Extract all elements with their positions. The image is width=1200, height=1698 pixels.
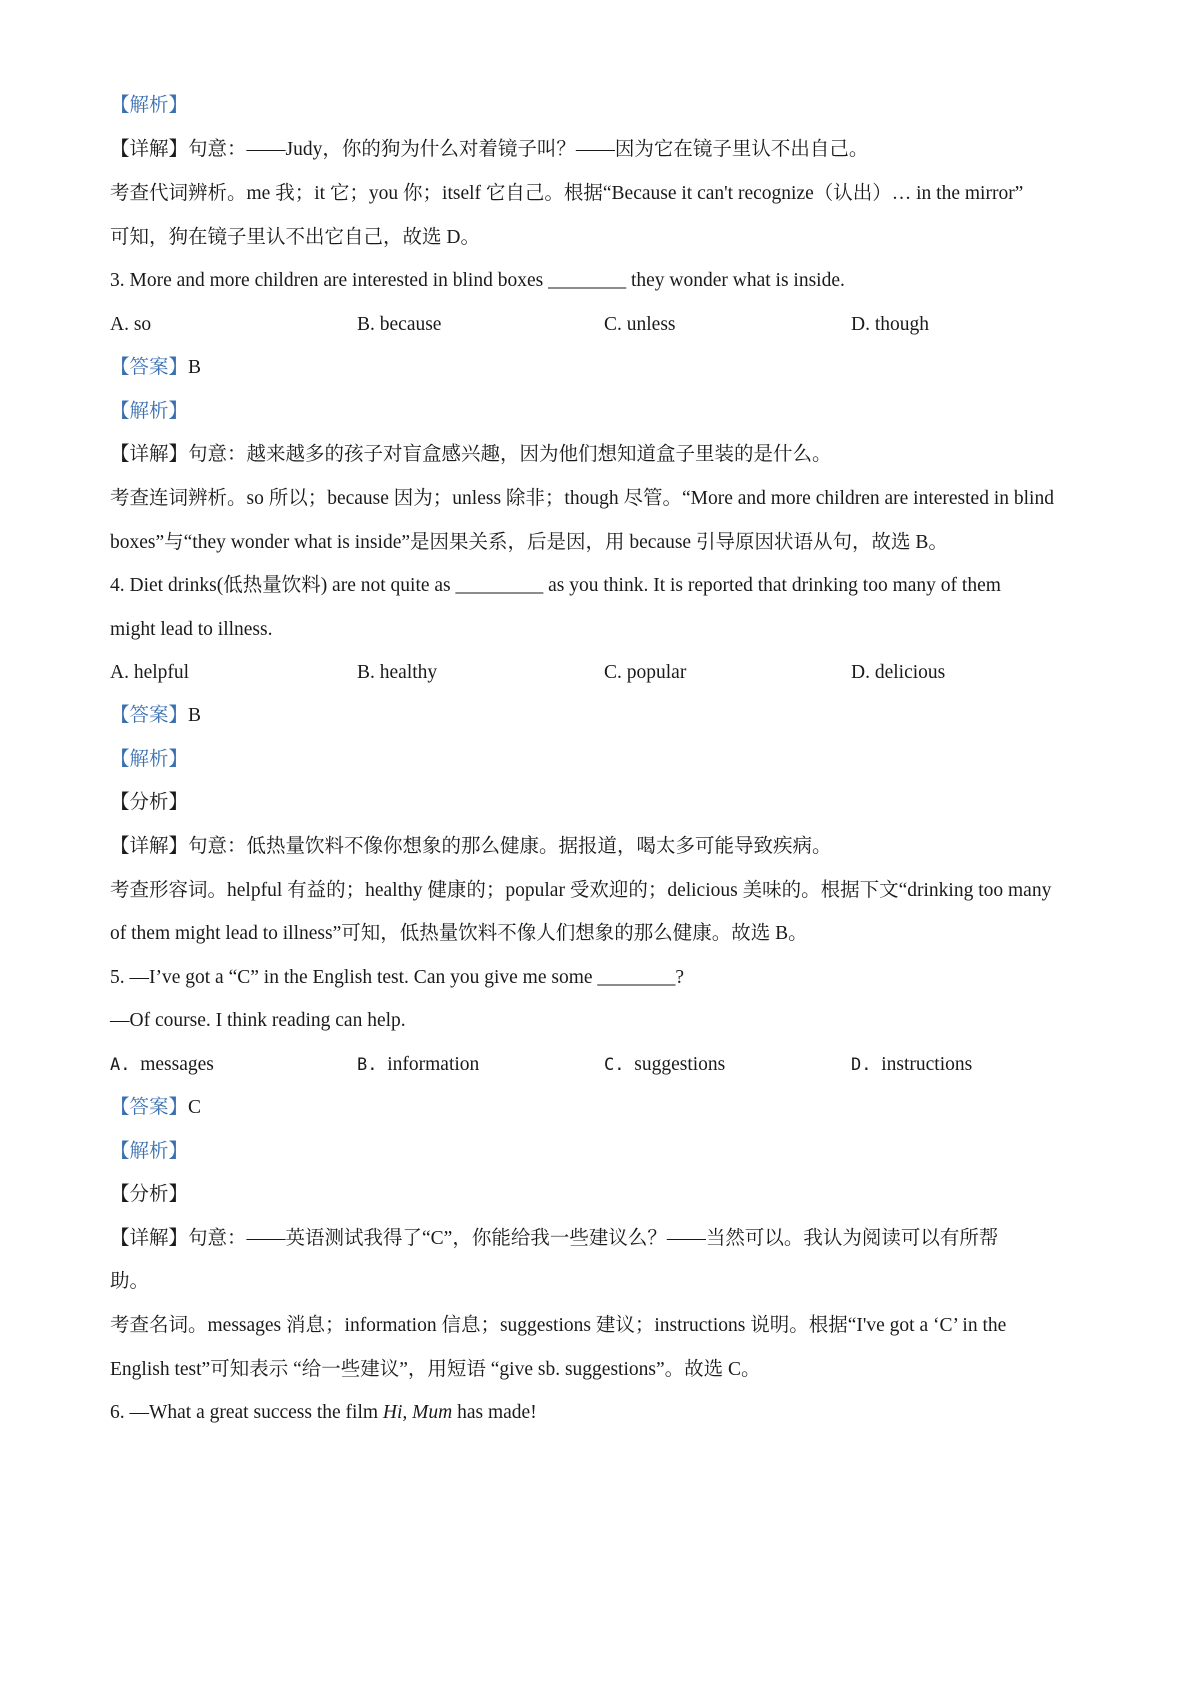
option-c: C. popular — [604, 662, 687, 683]
film-title: Hi, Mum — [382, 1402, 453, 1423]
answer-value: B — [188, 357, 202, 378]
option-letter: D. — [851, 1055, 872, 1075]
option-c: C. unless — [604, 314, 676, 335]
question-4: 4. Diet drinks(低热量饮料) are not quite as _________ as you think. It is reported that drinking too many of them — [110, 575, 1001, 596]
question-3: 3. More and more children are interested in blind boxes ________ they wonder what is inside. — [110, 270, 845, 291]
option-d — [851, 1050, 972, 1080]
option-a: A. so — [110, 314, 152, 335]
question-5-reply: —Of course. I think reading can help. — [110, 1010, 406, 1031]
option-a — [110, 1050, 214, 1080]
detail-explanation: 考查形容词。helpful 有益的；healthy 健康的；popular 受欢迎的；delicious 美味的。根据下文“drinking too many — [110, 880, 1052, 901]
option-letter: C. — [604, 1055, 625, 1075]
question-6-end: has made! — [452, 1402, 537, 1423]
option-d: D. delicious — [851, 662, 946, 683]
answer-line — [110, 1093, 1100, 1123]
detail-translation: 【详解】句意：——英语测试我得了“C”，你能给我一些建议么？——当然可以。我认为阅读可以有所帮 — [110, 1228, 999, 1249]
detail-explanation: 考查代词辨析。me 我；it 它；you 你；itself 它自己。根据“Because it can't recognize（认出）… in the mirror” — [110, 183, 1024, 204]
question-4-options — [110, 658, 1100, 688]
option-letter: A. — [110, 1055, 131, 1075]
analysis-label: 【解析】 — [110, 1141, 189, 1162]
detail-conclusion: 可知，狗在镜子里认不出它自己，故选 D。 — [110, 227, 480, 248]
analysis-label: 【解析】 — [110, 401, 189, 422]
detail-explanation: 考查名词。messages 消息；information 信息；suggestions 建议；instructions 说明。根据“I've got a ‘C’ in the — [110, 1315, 1007, 1336]
analysis-label: 【解析】 — [110, 95, 189, 116]
detail-conclusion: English test”可知表示 “给一些建议”，用短语 “give sb. suggestions”。故选 C。 — [110, 1359, 761, 1380]
option-b: B. healthy — [357, 662, 438, 683]
analysis-label: 【解析】 — [110, 749, 189, 770]
analysis-sub-label: 【分析】 — [110, 792, 189, 813]
question-5: 5. —I’ve got a “C” in the English test. Can you give me some ________? — [110, 967, 685, 988]
answer-value: C — [188, 1097, 202, 1118]
option-word: instructions — [881, 1054, 973, 1075]
option-word: messages — [140, 1054, 214, 1075]
detail-explanation: 考查连词辨析。so 所以；because 因为；unless 除非；though 尽管。“More and more children are interested in blind — [110, 488, 1054, 509]
detail-conclusion: of them might lead to illness”可知，低热量饮料不像人们想象的那么健康。故选 B。 — [110, 923, 808, 944]
question-6 — [110, 1398, 1100, 1428]
detail-translation-cont: 助。 — [110, 1271, 150, 1292]
option-letter: B. — [357, 1055, 378, 1075]
answer-label: 【答案】 — [110, 1097, 189, 1118]
option-c — [604, 1050, 725, 1080]
option-word: suggestions — [634, 1054, 726, 1075]
detail-translation: 【详解】句意：低热量饮料不像你想象的那么健康。据报道，喝太多可能导致疾病。 — [110, 836, 832, 857]
analysis-sub-label: 【分析】 — [110, 1184, 189, 1205]
question-5-options — [110, 1050, 1100, 1080]
question-4-cont: might lead to illness. — [110, 619, 273, 640]
option-word: information — [387, 1054, 480, 1075]
option-b: B. because — [357, 314, 442, 335]
detail-conclusion: boxes”与“they wonder what is inside”是因果关系，后是因，用 because 引导原因状语从句，故选 B。 — [110, 532, 948, 553]
detail-translation: 【详解】句意：——Judy，你的狗为什么对着镜子叫？——因为它在镜子里认不出自己。 — [110, 139, 869, 160]
answer-line — [110, 701, 1100, 731]
option-b — [357, 1050, 479, 1080]
question-3-options — [110, 310, 1100, 340]
answer-value: B — [188, 705, 202, 726]
option-d: D. though — [851, 314, 929, 335]
detail-translation: 【详解】句意：越来越多的孩子对盲盒感兴趣，因为他们想知道盒子里装的是什么。 — [110, 444, 832, 465]
question-6-text: 6. —What a great success the film — [110, 1402, 383, 1423]
answer-label: 【答案】 — [110, 705, 189, 726]
answer-label: 【答案】 — [110, 357, 189, 378]
option-a: A. helpful — [110, 662, 190, 683]
answer-line — [110, 353, 1100, 383]
